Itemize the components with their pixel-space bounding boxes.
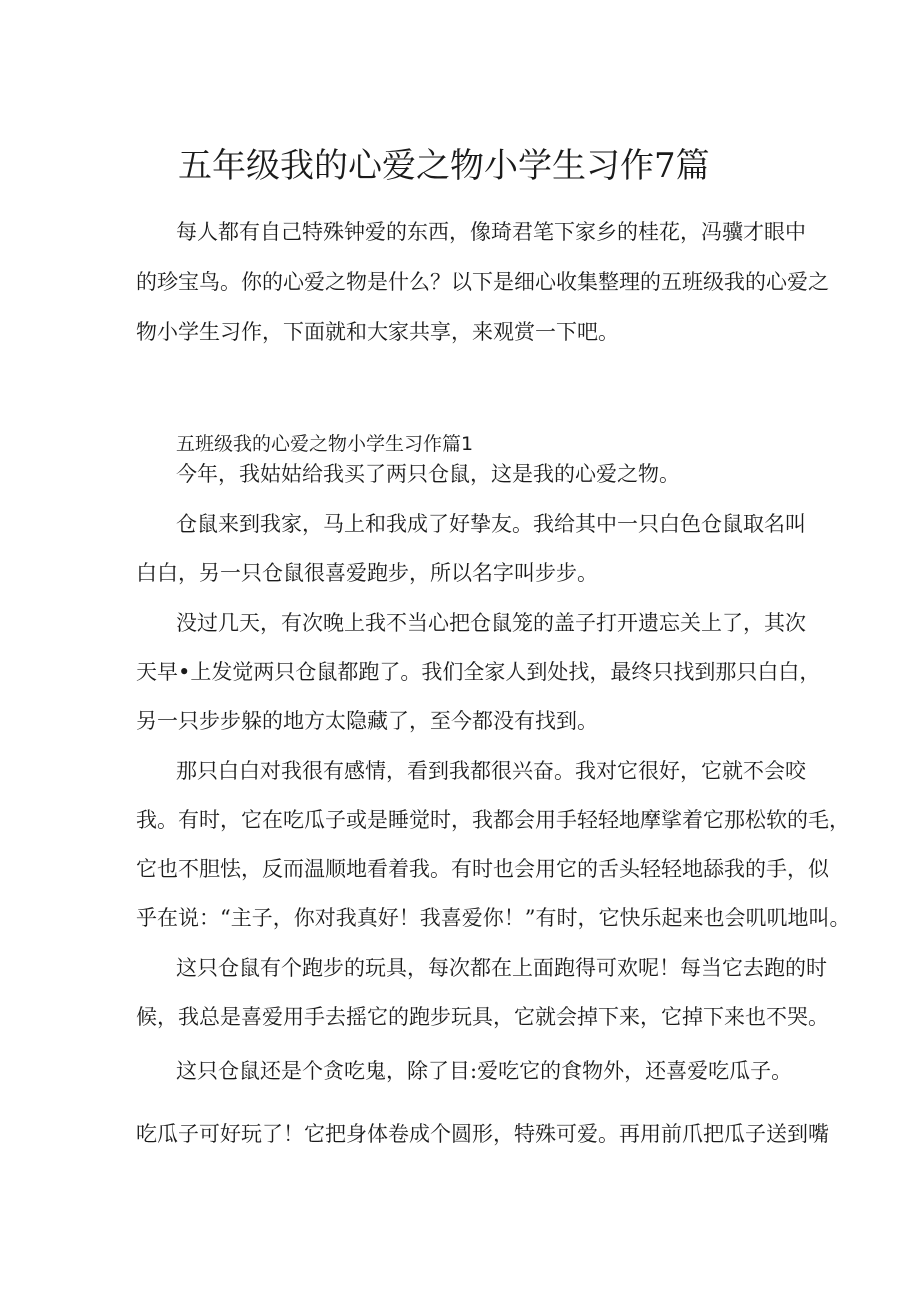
- paragraph-line: 我。有时，它在吃瓜子或是睡觉时，我都会用手轻轻地摩挲着它那松软的毛，: [136, 808, 850, 832]
- paragraph-line: 天早•上发觉两只仓鼠都跑了。我们全家人到处找，最终只找到那只白白，: [136, 660, 821, 684]
- intro-line: 每人都有自己特殊钟爱的东西，像琦君笔下家乡的桂花，冯骥才眼中: [176, 220, 806, 244]
- paragraph-line: 没过几天，有次晚上我不当心把仓鼠笼的盖子打开遗忘关上了，其次: [176, 611, 806, 635]
- paragraph-line: 吃瓜子可好玩了！它把身体卷成个圆形，特殊可爱。再用前爪把瓜子送到嘴: [136, 1122, 829, 1146]
- intro-line: 物小学生习作，下面就和大家共享，来观赏一下吧。: [136, 320, 619, 344]
- section-heading: 五班级我的心爱之物小学生习作篇1: [176, 433, 474, 455]
- paragraph-line: 这只仓鼠有个跑步的玩具，每次都在上面跑得可欢呢！每当它去跑的时: [176, 956, 827, 980]
- paragraph-line: 仓鼠来到我家，马上和我成了好挚友。我给其中一只白色仓鼠取名叫: [176, 512, 806, 536]
- paragraph-line: 它也不胆怯，反而温顺地看着我。有时也会用它的舌头轻轻地舔我的手，似: [136, 857, 829, 881]
- paragraph-line: 这只仓鼠还是个贪吃鬼，除了目:爱吃它的食物外，还喜爱吃瓜子。: [176, 1059, 793, 1083]
- paragraph-line: 那只白白对我很有感情，看到我都很兴奋。我对它很好，它就不会咬: [176, 759, 806, 783]
- intro-line: 的珍宝鸟。你的心爱之物是什么？以下是细心收集整理的五班级我的心爱之: [136, 270, 829, 294]
- paragraph-line: 另一只步步躲的地方太隐藏了，至今都没有找到。: [136, 709, 598, 733]
- paragraph-line: 候，我总是喜爱用手去摇它的跑步玩具，它就会掉下来，它掉下来也不哭。: [136, 1005, 829, 1029]
- document-title: 五年级我的心爱之物小学生习作7篇: [178, 146, 710, 186]
- paragraph-line: 乎在说：“主子，你对我真好！我喜爱你！”有时，它快乐起来也会叽叽地叫。: [136, 906, 851, 930]
- paragraph-line: 今年，我姑姑给我买了两只仓鼠，这是我的心爱之物。: [176, 462, 680, 486]
- paragraph-line: 白白，另一只仓鼠很喜爱跑步，所以名字叫步步。: [136, 561, 598, 585]
